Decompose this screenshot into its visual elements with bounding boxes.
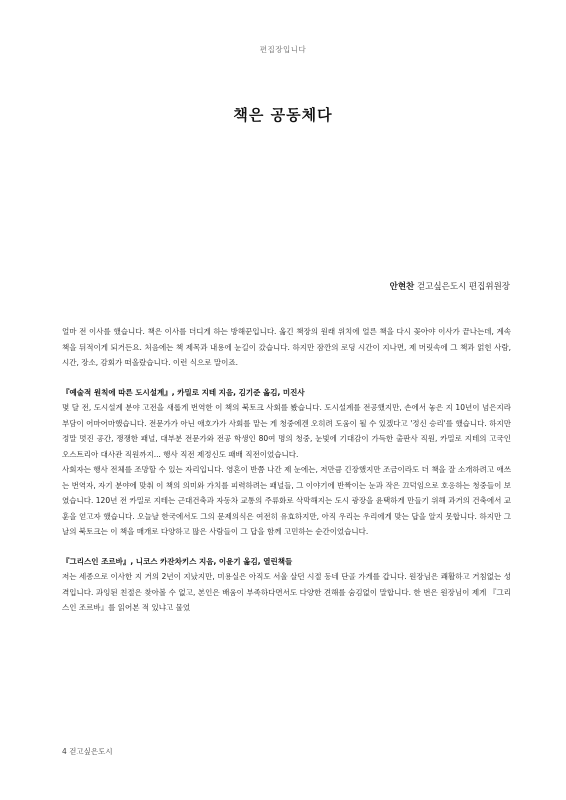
paragraph-book2-a: 저는 세종으로 이사한 지 거의 2년이 지났지만, 미용실은 아직도 서울 살던 시절 동네 단골 가게를 갑니다. 원장님은 쾌활하고 거침없는 성격입니다. 과잉된 친절은 찾아볼 수 없고, 본인은 배움이 부족하다면서도 다양한 견해를 숨김없이 말합니다. 한 번은 원장님이 제게 『그리스인 조르바』를 읽어본 적 있냐고 물었 (62, 572, 511, 612)
page-number: 4 (62, 747, 67, 756)
publication-name: 걷고싶은도시 (69, 747, 113, 756)
book-heading-1: 『예술적 원칙에 따른 도시설계』, 카밀로 지테 지음, 김기준 옮김, 미진사 (62, 387, 305, 397)
running-header: 편집장입니다 (259, 45, 307, 54)
article-title: 책은 공동체다 (233, 106, 333, 124)
paragraph-book1-a: 몇 달 전, 도시설계 분야 고전을 새롭게 번역한 이 책의 북토크 사회를 봤습니다. 도시설계를 전공했지만, 손에서 놓은 지 10년이 넘은지라 부담이 어마어마했습니다. 전문가가 아닌 애호가가 사회를 맡는 게 청중에겐 오히려 도움이 될 수 있겠다고 '정신 승리'를 했습니다. 하지만 정말 멋진 공간, 쟁쟁한 패널, 대부분 전문가와 전공 학생인 80여 명의 청중, 눈빛에 기대감이 가득한 출판사 직원, 카밀로 지테의 고국인 오스트리아 대사관 직원까지... 행사 직전 제정신도 패배 직전이었습니다. (62, 403, 511, 459)
author-role: 걷고싶은도시 편집위원장 (416, 282, 510, 292)
book-heading-2: 『그리스인 조르바』, 니코스 카잔차키스 지음, 이윤기 옮김, 열린책들 (62, 556, 293, 566)
author-byline (390, 280, 510, 292)
author-name: 안현찬 (389, 282, 415, 292)
paragraph-intro: 얼마 전 이사를 했습니다. 책은 이사를 더디게 하는 방해꾼입니다. 옮긴 책장의 원래 위치에 얼른 책을 다시 꽂아야 이사가 끝나는데, 계속 책을 뒤적이게 되거든요. 처음에는 책 제목과 내용에 눈길이 갔습니다. 하지만 잠깐의 로딩 시간이 지나면, 제 머릿속에 그 책과 얽힌 사람, 시간, 장소, 감회가 떠올랐습니다. 이런 식으로 말이죠. (62, 327, 511, 367)
article-body (62, 324, 511, 616)
page-footer (62, 746, 113, 757)
paragraph-book1-b: 사회자는 행사 전체를 조망할 수 있는 자리입니다. 영혼이 반쯤 나간 제 눈에는, 저만큼 긴장했지만 조금이라도 더 책을 잘 소개하려고 애쓰는 번역자, 자기 분야에 맞춰 이 책의 의미와 가치를 피력하려는 패널들, 그 이야기에 반짝이는 눈과 작은 끄덕임으로 호응하는 청중들이 보였습니다. 120년 전 카밀로 지테는 근대건축과 자동차 교통의 주류화로 삭막해지는 도시 광장을 윤택하게 만들기 위해 과거의 건축에서 교훈을 얻고자 했습니다. 오늘날 한국에서도 그의 문제의식은 여전히 유효하지만, 아직 우리는 우리에게 맞는 답을 알지 못합니다. 하지만 그날의 북토크는 이 책을 매개로 다양하고 많은 사람들이 그 답을 함께 고민하는 순간이었습니다. (62, 465, 511, 536)
